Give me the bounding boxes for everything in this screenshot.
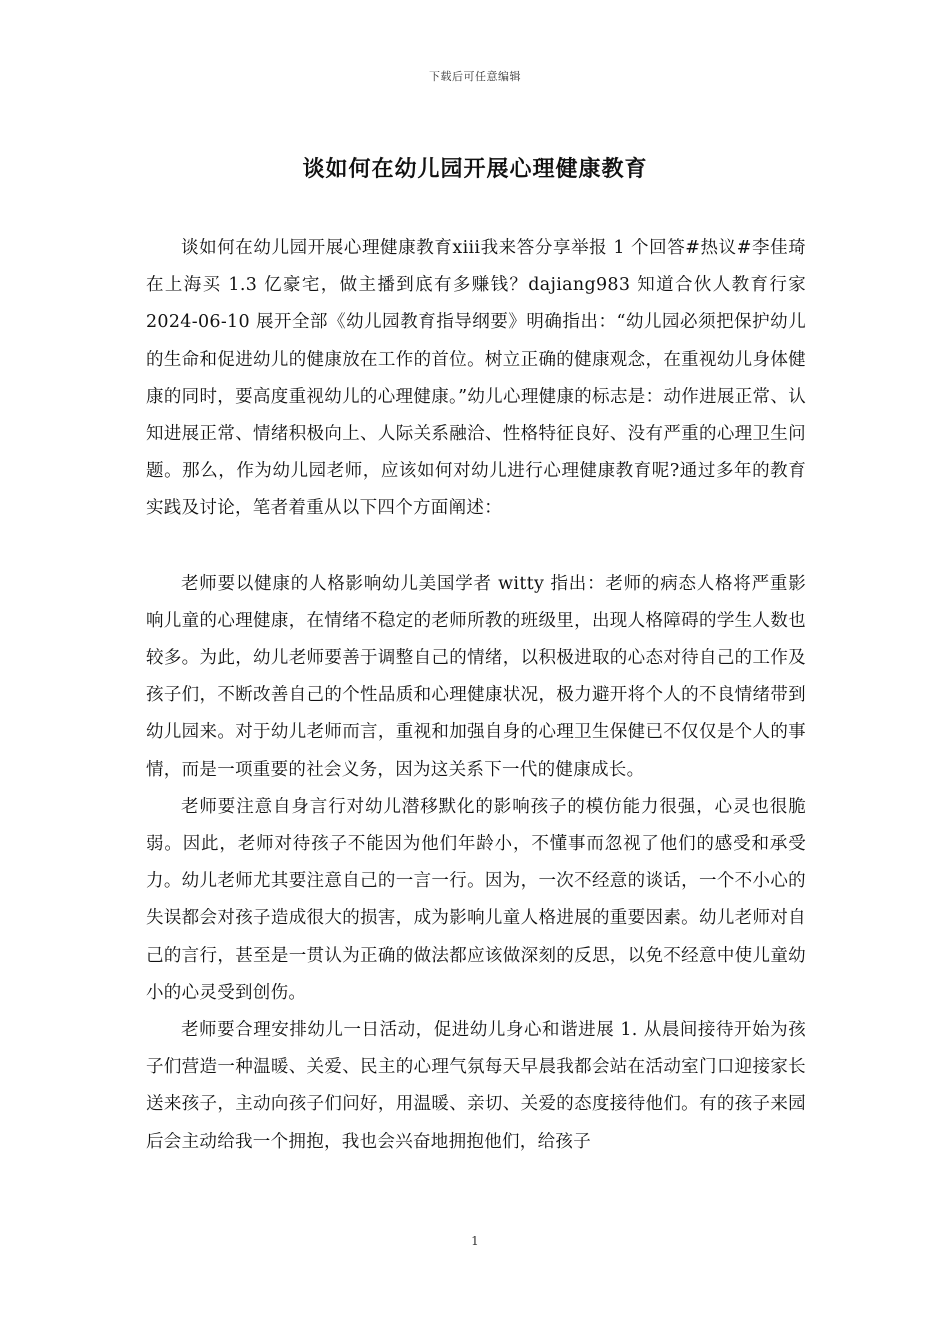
paragraph-teacher-personality: 老师要以健康的人格影响幼儿美国学者 witty 指出：老师的病态人格将严重影响儿童的心理健康，在情绪不稳定的老师所教的班级里，出现人格障碍的学生人数也较多。为此，幼儿老师要善于调整自己的情绪，以积极进取的心态对待自己的工作及孩子们，不断改善自己的个性品质和心理健康状况，极力避开将个人的不良情绪带到幼儿园来。对于幼儿老师而言，重视和加强自身的心理卫生保健已不仅仅是个人的事情，而是一项重要的社会义务，因为这关系下一代的健康成长。 — [146, 573, 806, 780]
paragraph-intro: 谈如何在幼儿园开展心理健康教育xiii我来答分享举报 1 个回答#热议#李佳琦在上海买 1.3 亿豪宅，做主播到底有多赚钱？dajiang983 知道合伙人教育行家 2024-06-10 展开全部《幼儿园教育指导纲要》明确指出：“幼儿园必须把保护幼儿的生命和促进幼儿的健康放在工作的首位。树立正确的健康观念，在重视幼儿身体健康的同时，要高度重视幼儿的心理健康。”幼儿心理健康的标志是：动作进展正常、认知进展正常、情绪积极向上、人际关系融洽、性格特征良好、没有严重的心理卫生问题。那么，作为幼儿园老师，应该如何对幼儿进行心理健康教育呢?通过多年的教育实践及讨论，笔者着重从以下四个方面阐述： — [146, 238, 806, 519]
page-number: 1 — [471, 1234, 479, 1248]
document-title: 谈如何在幼儿园开展心理健康教育 — [302, 157, 648, 182]
header-note: 下载后可任意编辑 — [429, 70, 521, 83]
document-body — [146, 230, 806, 1161]
paragraph-teacher-conduct: 老师要注意自身言行对幼儿潜移默化的影响孩子的模仿能力很强，心灵也很脆弱。因此，老师对待孩子不能因为他们年龄小，不懂事而忽视了他们的感受和承受力。幼儿老师尤其要注意自己的一言一行。因为，一次不经意的谈话，一个不小心的失误都会对孩子造成很大的损害，成为影响儿童人格进展的重要因素。幼儿老师对自己的言行，甚至是一贯认为正确的做法都应该做深刻的反思，以免不经意中使儿童幼小的心灵受到创伤。 — [146, 796, 806, 1003]
paragraph-daily-activities: 老师要合理安排幼儿一日活动，促进幼儿身心和谐进展 1. 从晨间接待开始为孩子们营造一种温暖、关爱、民主的心理气氛每天早晨我都会站在活动室门口迎接家长送来孩子，主动向孩子们问好，用温暖、亲切、关爱的态度接待他们。有的孩子来园后会主动给我一个拥抱，我也会兴奋地拥抱他们，给孩子 — [146, 1020, 806, 1152]
